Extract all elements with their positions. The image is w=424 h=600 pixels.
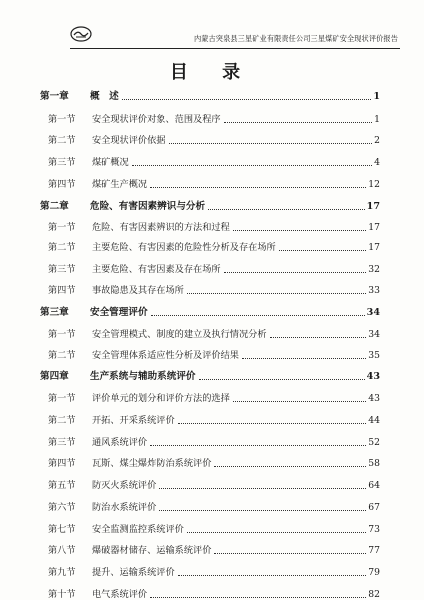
toc-page-number: 17 — [368, 242, 380, 253]
toc-entry-number: 第二节 — [48, 415, 76, 426]
toc-section-row[interactable] — [40, 239, 380, 253]
toc-page-number: 43 — [368, 393, 380, 404]
toc-entry-title: 生产系统与辅助系统评价 — [90, 371, 196, 382]
toc-dot-leader — [150, 187, 366, 188]
page-header — [70, 22, 400, 49]
toc-entry-title: 煤矿生产概况 — [92, 179, 148, 190]
toc-entry-title: 安全管理体系适应性分析及评价结果 — [92, 350, 239, 361]
toc-section-row[interactable] — [40, 111, 380, 125]
toc-dot-leader — [208, 209, 365, 210]
toc-entry-title: 安全管理评价 — [90, 307, 148, 318]
toc-entry-title: 电气系统评价 — [92, 589, 148, 600]
toc-entry-number: 第九节 — [48, 567, 76, 578]
toc-entry-title: 危险、有害因素辨识与分析 — [90, 201, 206, 212]
toc-page-number: 2 — [374, 135, 380, 146]
toc-entry-number: 第五节 — [48, 480, 76, 491]
toc-section-row[interactable] — [40, 347, 380, 361]
toc-entry-number: 第一章 — [40, 91, 69, 102]
toc-entry-number: 第四节 — [48, 179, 76, 190]
toc-section-row[interactable] — [40, 542, 380, 556]
toc-page-number: 64 — [368, 480, 380, 491]
toc-entry-title: 煤矿概况 — [92, 157, 129, 168]
toc-dot-leader — [150, 445, 366, 446]
toc-entry-number: 第一节 — [48, 114, 76, 125]
toc-section-row[interactable] — [40, 499, 380, 513]
toc-entry-title: 评价单元的划分和评价方法的选择 — [92, 393, 230, 404]
toc-entry-number: 第七节 — [48, 524, 76, 535]
toc-page-number: 82 — [368, 589, 380, 600]
toc-dot-leader — [199, 379, 365, 380]
toc-entry-number: 第二节 — [48, 242, 76, 253]
toc-dot-leader — [214, 553, 366, 554]
toc-entry-title: 防治水系统评价 — [92, 502, 157, 513]
toc-page-number: 1 — [374, 114, 380, 125]
toc-entry-number: 第二章 — [40, 201, 69, 212]
toc-entry-title: 主要危险、有害因素的危险性分析及存在场所 — [92, 242, 276, 253]
toc-dot-leader — [233, 401, 366, 402]
toc-page-number: 79 — [368, 567, 380, 578]
toc-page-number: 73 — [368, 524, 380, 535]
toc-page-number: 35 — [368, 350, 380, 361]
toc-entry-title: 安全监测监控系统评价 — [92, 524, 184, 535]
toc-dot-leader — [132, 165, 372, 166]
toc-entry-title: 安全现状评价依据 — [92, 135, 166, 146]
toc-entry-number: 第八节 — [48, 545, 76, 556]
toc-chapter-row[interactable] — [40, 198, 380, 212]
toc-page-number: 33 — [368, 285, 380, 296]
toc-dot-leader — [169, 143, 373, 144]
toc-entry-number: 第一节 — [48, 329, 76, 340]
toc-entry-title: 爆破器材储存、运输系统评价 — [92, 545, 212, 556]
toc-chapter-row[interactable] — [40, 368, 380, 382]
toc-page-number: 43 — [366, 371, 380, 382]
toc-dot-leader — [159, 510, 366, 511]
toc-section-row[interactable] — [40, 564, 380, 578]
header-title: 内蒙古突泉县三星矿业有限责任公司三星煤矿安全现状评价报告 — [193, 34, 398, 43]
toc-entry-number: 第三节 — [48, 437, 76, 448]
toc-page-number: 17 — [366, 201, 380, 212]
toc-section-row[interactable] — [40, 390, 380, 404]
toc-page-number: 17 — [368, 222, 380, 233]
toc-section-row[interactable] — [40, 154, 380, 168]
toc-entry-number: 第一节 — [48, 393, 76, 404]
toc-dot-leader — [224, 122, 373, 123]
toc-entry-number: 第二节 — [48, 350, 76, 361]
toc-entry-number: 第三节 — [48, 157, 76, 168]
toc-section-row[interactable] — [40, 434, 380, 448]
toc-dot-leader — [233, 230, 366, 231]
toc-entry-number: 第六节 — [48, 502, 76, 513]
toc-page-number: 67 — [368, 502, 380, 513]
toc-page-number: 4 — [374, 157, 380, 168]
toc-page-number: 52 — [368, 437, 380, 448]
toc-entry-title: 瓦斯、煤尘爆炸防治系统评价 — [92, 458, 212, 469]
page-title: 目 录 — [169, 62, 255, 83]
toc-section-row[interactable] — [40, 455, 380, 469]
toc-entry-number: 第三节 — [48, 264, 76, 275]
toc-chapter-row[interactable] — [40, 88, 380, 102]
toc-entry-title: 安全现状评价对象、范围及程序 — [92, 114, 221, 125]
toc-section-row[interactable] — [40, 477, 380, 491]
toc-entry-title: 提升、运输系统评价 — [92, 567, 175, 578]
company-logo-icon — [70, 26, 92, 42]
toc-dot-leader — [279, 250, 367, 251]
toc-page-number: 32 — [368, 264, 380, 275]
toc-dot-leader — [224, 272, 367, 273]
toc-entry-title: 开拓、开采系统评价 — [92, 415, 175, 426]
toc-dot-leader — [150, 597, 366, 598]
toc-entry-number: 第四节 — [48, 285, 76, 296]
toc-section-row[interactable] — [40, 261, 380, 275]
toc-section-row[interactable] — [40, 521, 380, 535]
toc-entry-title: 危险、有害因素辨识的方法和过程 — [92, 222, 230, 233]
toc-dot-leader — [159, 488, 366, 489]
toc-entry-title: 概 述 — [90, 91, 119, 102]
toc-section-row[interactable] — [40, 219, 380, 233]
toc-page-number: 34 — [368, 329, 380, 340]
toc-section-row[interactable] — [40, 326, 380, 340]
toc-dot-leader — [270, 337, 367, 338]
toc-entry-number: 第二节 — [48, 135, 76, 146]
toc-dot-leader — [214, 466, 366, 467]
toc-page-number: 58 — [368, 458, 380, 469]
toc-entry-number: 第三章 — [40, 307, 69, 318]
toc-section-row[interactable] — [40, 132, 380, 146]
toc-entry-number: 第十节 — [48, 589, 76, 600]
toc-dot-leader — [178, 423, 367, 424]
toc-entry-title: 防灭火系统评价 — [92, 480, 157, 491]
toc-entry-title: 事故隐患及其存在场所 — [92, 285, 184, 296]
toc-dot-leader — [122, 99, 372, 100]
toc-section-row[interactable] — [40, 176, 380, 190]
toc-page-number: 77 — [368, 545, 380, 556]
toc-entry-number: 第四章 — [40, 371, 69, 382]
toc-dot-leader — [187, 293, 366, 294]
toc-entry-title: 主要危险、有害因素及存在场所 — [92, 264, 221, 275]
toc-entry-number: 第一节 — [48, 222, 76, 233]
toc-section-row[interactable] — [40, 586, 380, 600]
toc-entry-title: 通风系统评价 — [92, 437, 148, 448]
toc-page-number: 1 — [373, 91, 380, 102]
toc-page-number: 34 — [366, 307, 380, 318]
toc-chapter-row[interactable] — [40, 304, 380, 318]
toc-entry-title: 安全管理模式、制度的建立及执行情况分析 — [92, 329, 267, 340]
toc-entry-number: 第四节 — [48, 458, 76, 469]
toc-dot-leader — [151, 315, 365, 316]
toc-page-number: 44 — [368, 415, 380, 426]
toc-dot-leader — [187, 532, 366, 533]
toc-section-row[interactable] — [40, 412, 380, 426]
toc-section-row[interactable] — [40, 282, 380, 296]
toc-page-number: 12 — [368, 179, 380, 190]
toc-dot-leader — [178, 575, 367, 576]
toc-dot-leader — [242, 358, 366, 359]
